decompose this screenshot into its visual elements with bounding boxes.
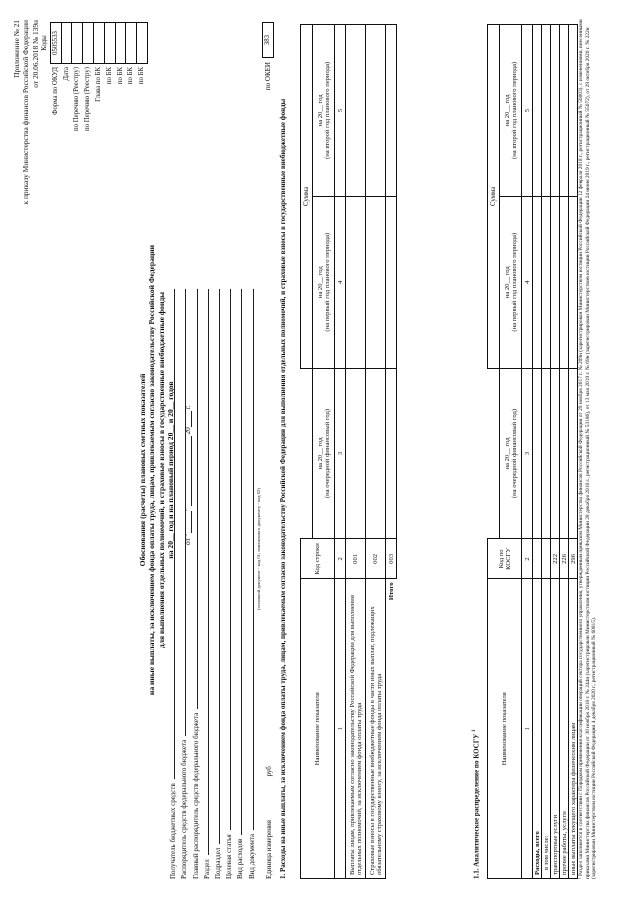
field-label: Целевая статья xyxy=(225,834,234,879)
code-label: по БК xyxy=(138,67,146,85)
header-blank xyxy=(301,368,313,539)
value-cell[interactable] xyxy=(551,368,560,539)
row-name: иные выплаты текущего характера физическим лицам xyxy=(569,579,578,879)
section11-table xyxy=(487,24,578,879)
row-code: 222 xyxy=(551,539,560,579)
date-year: 20 xyxy=(183,427,192,435)
col-header-kosgu: Код по КОСГУ xyxy=(488,539,522,579)
code-label: по БК xyxy=(127,67,135,85)
field-input[interactable] xyxy=(189,289,198,709)
footnote: ¹ Раздел заполняется в соответствии с Порядком применения классификации операций сектора государственного управления, утвержденным приказом Министерства финансов Российской Федерации от 29 ноября 2017 г. № 209н (зарегистрирован Министерством юстиции Российской Федерации 12 февраля 2018 г., регистрационный № 50003), с изменениями, внесенными приказами Министерства финансов Российской Федерации от 30 ноября 2018 г. № 244н (зарегистрирован Министерством юстиции Российской Федерации 28 декабря 2018 г., регистрационный № 53186), от 13 мая 2019 г. № 69н (зарегистрирован Министерством юстиции Российской Федерации 24 июня 2019 г., регистрационный № 55072), от 29 октября 2020 г. № 222н (зарегистрирован Министерством юстиции Российской Федерации 4 декабря 2020 г., регистрационный № 60815). xyxy=(578,19,598,879)
field-input[interactable] xyxy=(177,289,186,736)
col-number: 5 xyxy=(335,25,346,197)
year-sublabel: (на первый год планового периода) xyxy=(323,232,331,332)
row-code: 002 xyxy=(366,539,386,579)
field-label: Главный распорядитель средств федерального бюджета xyxy=(191,712,200,879)
value-cell[interactable] xyxy=(542,196,551,368)
field-row xyxy=(244,289,255,879)
value-cell[interactable] xyxy=(386,25,397,197)
code-value[interactable]: 0505533 xyxy=(50,23,61,64)
row-code: 296 xyxy=(569,539,578,579)
date-quote: " xyxy=(183,508,192,512)
date-suffix: г. xyxy=(183,405,192,410)
appendix-line: к приказу Министерства финансов Российской Федерации xyxy=(21,20,31,205)
value-cell[interactable] xyxy=(366,196,386,368)
col-header-name: Наименование показателя xyxy=(301,579,335,879)
table-row xyxy=(533,25,542,879)
okei-value: 383 xyxy=(262,22,274,58)
field-input[interactable] xyxy=(233,289,242,835)
code-label: Глава по БК xyxy=(94,67,102,102)
year-label: на 20__ год xyxy=(316,437,324,470)
col-header-code: Код строки xyxy=(301,539,335,579)
code-value[interactable] xyxy=(72,23,83,64)
total-row xyxy=(386,25,397,879)
col-number: 3 xyxy=(335,368,346,539)
value-cell[interactable] xyxy=(366,368,386,539)
table-row xyxy=(346,25,366,879)
value-cell[interactable] xyxy=(569,368,578,539)
appendix-line: от 20.06.2018 № 139н xyxy=(30,20,40,88)
year-sublabel: (на первый год планового периода) xyxy=(510,232,518,332)
row-name: Расходы, всего xyxy=(533,579,542,879)
year-sublabel: (на второй год планового периода) xyxy=(510,61,518,159)
field-row xyxy=(222,289,233,879)
code-value[interactable] xyxy=(104,23,115,64)
table-row xyxy=(560,25,569,879)
col-header-sum: Сумма xyxy=(488,25,500,369)
field-input[interactable] xyxy=(222,289,231,830)
row-code xyxy=(542,539,551,579)
title-line: на 20__ год и на плановый период 20__ и 20__ годов xyxy=(166,381,176,559)
value-cell[interactable] xyxy=(533,368,542,539)
row-name: в том числе: xyxy=(542,579,551,879)
unit-of-measure xyxy=(265,766,273,879)
value-cell[interactable] xyxy=(560,196,569,368)
col-number: 2 xyxy=(522,539,533,579)
field-label: Распорядитель средств федерального бюджета xyxy=(180,739,189,879)
year-label: на 20__ год xyxy=(503,94,511,127)
value-cell[interactable] xyxy=(386,368,397,539)
footnote-mark: 1 xyxy=(472,729,477,732)
year-label: на 20__ год xyxy=(316,94,324,127)
year-label: на 20__ год xyxy=(316,266,324,299)
field-input[interactable] xyxy=(200,289,209,855)
codes-table xyxy=(40,22,148,134)
section11-title xyxy=(471,729,481,879)
year-sublabel: (на очередной финансовый год) xyxy=(323,408,331,499)
value-cell[interactable] xyxy=(366,25,386,197)
col-number: 2 xyxy=(335,539,346,579)
code-value[interactable] xyxy=(61,23,72,64)
value-cell[interactable] xyxy=(533,25,542,197)
code-label: по Перечню (Реестру) xyxy=(73,67,81,131)
table-row xyxy=(551,25,560,879)
col-header-year3 xyxy=(313,25,335,197)
field-row xyxy=(233,289,244,879)
field-label: Вид документа xyxy=(247,833,256,879)
value-cell[interactable] xyxy=(386,196,397,368)
date-prefix: от " xyxy=(183,533,192,545)
year-sublabel: (на второй год планового периода) xyxy=(323,61,331,159)
value-cell[interactable] xyxy=(551,196,560,368)
value-cell[interactable] xyxy=(346,196,366,368)
code-value[interactable] xyxy=(126,23,137,64)
col-header-year1 xyxy=(500,368,522,539)
col-number: 5 xyxy=(522,25,533,197)
row-code: 001 xyxy=(346,539,366,579)
unit-value: руб xyxy=(265,766,273,777)
code-label: Дата xyxy=(62,67,70,81)
col-header-name: Наименование показателя xyxy=(488,579,522,879)
field-input[interactable] xyxy=(245,289,254,830)
col-header-sum: Сумма xyxy=(301,25,313,369)
code-value[interactable] xyxy=(137,23,148,64)
field-row xyxy=(166,289,177,879)
field-label: Раздел xyxy=(202,859,211,879)
field-row xyxy=(200,289,211,879)
value-cell[interactable] xyxy=(569,196,578,368)
col-header-year2 xyxy=(500,196,522,368)
okei-label: по ОКЕИ xyxy=(264,62,272,91)
field-label: Получатель бюджетных средств xyxy=(169,783,178,879)
field-row xyxy=(188,289,199,879)
row-code: 226 xyxy=(560,539,569,579)
row-name: прочие работы, услуги xyxy=(560,579,569,879)
year-label: на 20__ год xyxy=(503,437,511,470)
title-line: на иные выплаты, за исключением фонда оплаты труда, лицам, привлекаемым согласно законодательству Российской Федерации xyxy=(147,244,157,696)
value-cell[interactable] xyxy=(560,368,569,539)
code-value[interactable] xyxy=(93,23,104,64)
section11-title-text: 1.1. Аналитическое распределение по КОСГУ xyxy=(472,733,481,879)
table-row xyxy=(569,25,578,879)
code-label: Форма по ОКУД xyxy=(51,67,59,115)
title-line: для выполнения отдельных полномочий, и страховые взносы в государственные внебюджетные фонды xyxy=(156,291,166,649)
code-label: по БК xyxy=(116,67,124,85)
value-cell[interactable] xyxy=(560,25,569,197)
field-input[interactable] xyxy=(166,289,175,779)
doc-type-hint: (основной документ - код 01; изменения к документу - код 02) xyxy=(255,488,261,610)
codes-header: Коды xyxy=(41,35,48,51)
okei-code xyxy=(262,22,274,90)
table-row xyxy=(366,25,386,879)
col-number: 4 xyxy=(335,196,346,368)
col-number: 1 xyxy=(522,579,533,879)
row-name: транспортные услуги xyxy=(551,579,560,879)
value-cell[interactable] xyxy=(346,368,366,539)
field-label: Подраздел xyxy=(213,847,222,879)
year-sublabel: (на очередной финансовый год) xyxy=(510,408,518,499)
code-label: по Перечню (Реестру) xyxy=(84,67,92,131)
col-number: 4 xyxy=(522,196,533,368)
value-cell[interactable] xyxy=(346,25,366,197)
header-fields xyxy=(166,289,262,879)
col-number: 1 xyxy=(335,579,346,879)
value-cell[interactable] xyxy=(569,25,578,197)
code-label: по БК xyxy=(105,67,113,85)
code-value[interactable] xyxy=(83,23,94,64)
field-input[interactable] xyxy=(211,289,220,844)
col-header-year1 xyxy=(313,368,335,539)
appendix-reference xyxy=(12,20,40,204)
total-label: Итого xyxy=(386,579,397,879)
field-label: Вид расходов xyxy=(236,838,245,879)
field-row xyxy=(211,289,222,879)
title-line: Обоснования (расчеты) плановых сметных показателей xyxy=(138,373,147,567)
table-row xyxy=(542,25,551,879)
appendix-line: Приложение № 21 xyxy=(12,20,21,78)
col-number: 3 xyxy=(522,368,533,539)
row-code xyxy=(533,539,542,579)
value-cell[interactable] xyxy=(542,25,551,197)
unit-label: Единица измерения xyxy=(265,820,273,879)
value-cell[interactable] xyxy=(551,25,560,197)
year-label: на 20__ год xyxy=(503,266,511,299)
section1-table xyxy=(300,24,397,879)
col-header-year2 xyxy=(313,196,335,368)
total-code: 003 xyxy=(386,539,397,579)
code-value[interactable] xyxy=(115,23,126,64)
row-name: Страховые взносы в государственные внебюджетные фонды в части иных выплат, подлежащих обязательному страховому взносу, за исключением фонда оплаты труда xyxy=(366,579,386,879)
codes-block xyxy=(40,22,148,134)
field-row xyxy=(177,289,188,879)
header-blank xyxy=(488,368,500,539)
value-cell[interactable] xyxy=(542,368,551,539)
col-header-year3 xyxy=(500,25,522,197)
value-cell[interactable] xyxy=(533,196,542,368)
section1-title: 1. Расходы на иные выплаты, за исключением фонда оплаты труда, лицам, привлекаемым согласно законодательству Российской Федерации для выполнения отдельных полномочий, и страховые взносы в государственные внебюджетные фонды xyxy=(279,98,287,879)
row-name: Выплаты лицам, привлекаемым согласно законодательству Российской Федерации для выполнения отдельных полномочий, за исключением фонда оплаты труда xyxy=(346,579,366,879)
